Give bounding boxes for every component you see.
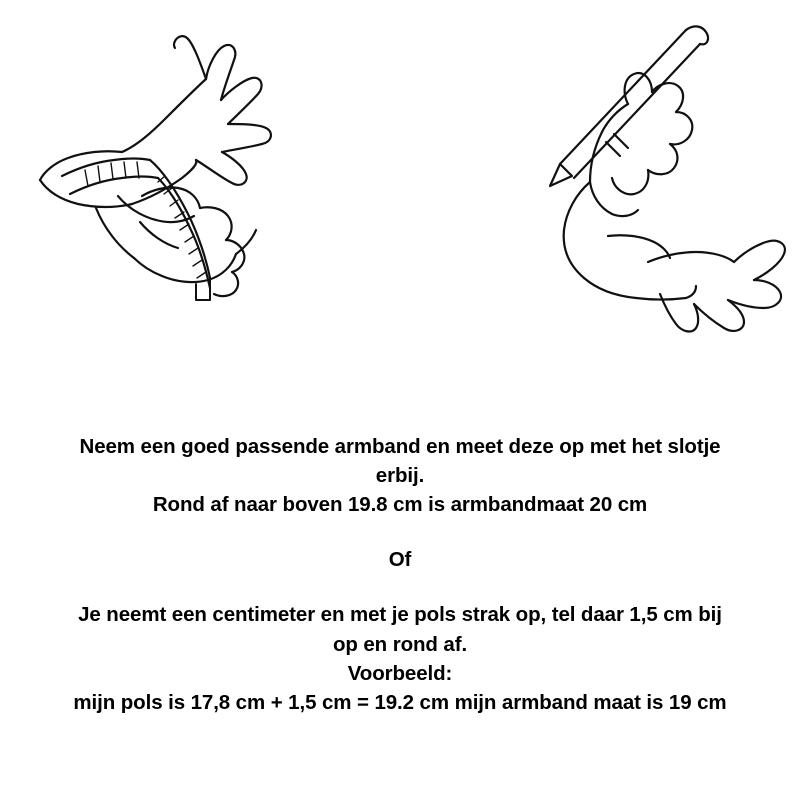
instruction-paragraph-2	[0, 600, 800, 716]
hand-with-pen-and-bracelet-illustration	[400, 0, 800, 400]
instruction-line: Neem een goed passende armband en meet deze op met het slotje	[79, 435, 721, 458]
example-calculation: mijn pols is 17,8 cm + 1,5 cm = 19.2 cm mijn armband maat is 19 cm	[73, 690, 727, 714]
or-separator	[0, 545, 800, 574]
or-label: Of	[388, 548, 412, 572]
instruction-line: Rond af naar boven 19.8 cm is armbandmaat 20 cm	[152, 493, 648, 517]
hand-with-measuring-tape-illustration	[0, 0, 400, 400]
instruction-text-block	[0, 418, 800, 717]
spacer	[0, 519, 800, 545]
spacer	[0, 574, 800, 600]
instruction-paragraph-1	[0, 432, 800, 519]
example-label: Voorbeeld:	[347, 661, 453, 685]
instruction-line: Je neemt een centimeter en met je pols strak op, tel daar 1,5 cm bij	[78, 603, 722, 627]
instruction-line: erbij.	[375, 464, 425, 488]
instruction-line: op en rond af.	[332, 632, 468, 656]
